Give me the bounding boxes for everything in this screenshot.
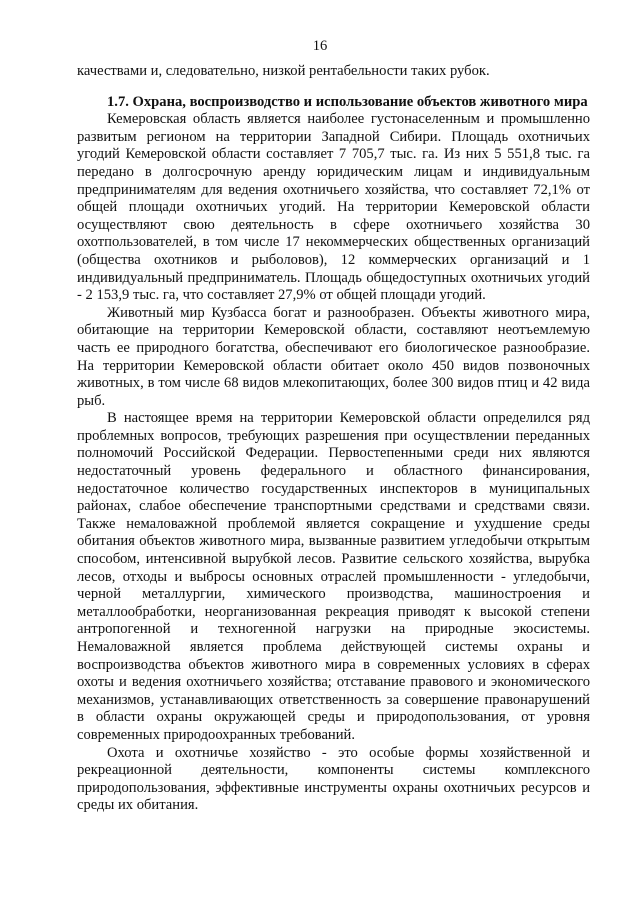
page-content [77, 63, 590, 815]
paragraph-hunting-economy: Охота и охотничье хозяйство - это особые формы хозяйственной и рекреационной деятельности, компоненты системы комплексного природопользования, эффективные инструменты охраны охотничьих ресурсов и среды их обитания. [77, 744, 590, 814]
paragraph-fauna: Животный мир Кузбасса богат и разнообразен. Объекты животного мира, обитающие на территории Кемеровской области, составляют неотъемлемую часть ее природного богатства, обеспечивают его биологическое разнообразие. На территории Кемеровской области обитает около 450 видов позвоночных животных, в том числе 68 видов млекопитающих, более 300 видов птиц и 42 вида рыб. [77, 304, 590, 409]
paragraph-problems: В настоящее время на территории Кемеровской области определился ряд проблемных вопросов, требующих разрешения при осуществлении переданных полномочий Российской Федерации. Первостепенными среди них являются недостаточный уровень федерального и областного финансирования, недостаточное количество государственных инспекторов в муниципальных районах, слабое обеспечение транспортными средствами и средствами связи. Также немаловажной проблемой является сокращение и ухудшение среды обитания объектов животного мира, вызванные развитием угледобычи открытым способом, интенсивной вырубкой лесов. Развитие сельского хозяйства, вырубка лесов, отходы и выбросы основных отраслей промышленности - угледобычи, черной металлургии, химического производства, машиностроения и металлообработки, неорганизованная рекреация приводят к высокой степени антропогенной и техногенной нагрузки на природные экосистемы. Немаловажной является проблема действующей системы охраны и воспроизводства объектов животного мира в современных условиях в сферах охоты и ведения охотничьего хозяйства; отставание правового и экономического механизмов, устанавливающих ответственность за совершение правонарушений в области охраны окружающей среды и природопользования, от уровня современных природоохранных требований. [77, 410, 590, 743]
paragraph-hunting-grounds: Кемеровская область является наиболее густонаселенным и промышленно развитым регионом на территории Западной Сибири. Площадь охотничьих угодий Кемеровской области составляет 7 705,7 тыс. га. Из них 5 551,8 тыс. га передано в долгосрочную аренду юридическим лицам и индивидуальным предпринимателям для ведения охотничьего хозяйства, что составляет 72,1% от общей площади охотничьих угодий. На территории Кемеровской области осуществляют свою деятельность в сфере охотничьего хозяйства 30 охотпользователей, в том числе 17 некоммерческих общественных организаций (общества охотников и рыболовов), 12 коммерческих организаций и 1 индивидуальный предприниматель. Площадь общедоступных охотничьих угодий - 2 153,9 тыс. га, что составляет 27,9% от общей площади угодий. [77, 111, 590, 304]
intro-line: качествами и, следовательно, низкой рентабельности таких рубок. [77, 63, 490, 79]
page-number: 16 [312, 38, 328, 54]
section-heading: 1.7. Охрана, воспроизводство и использование объектов животного мира [107, 93, 588, 110]
